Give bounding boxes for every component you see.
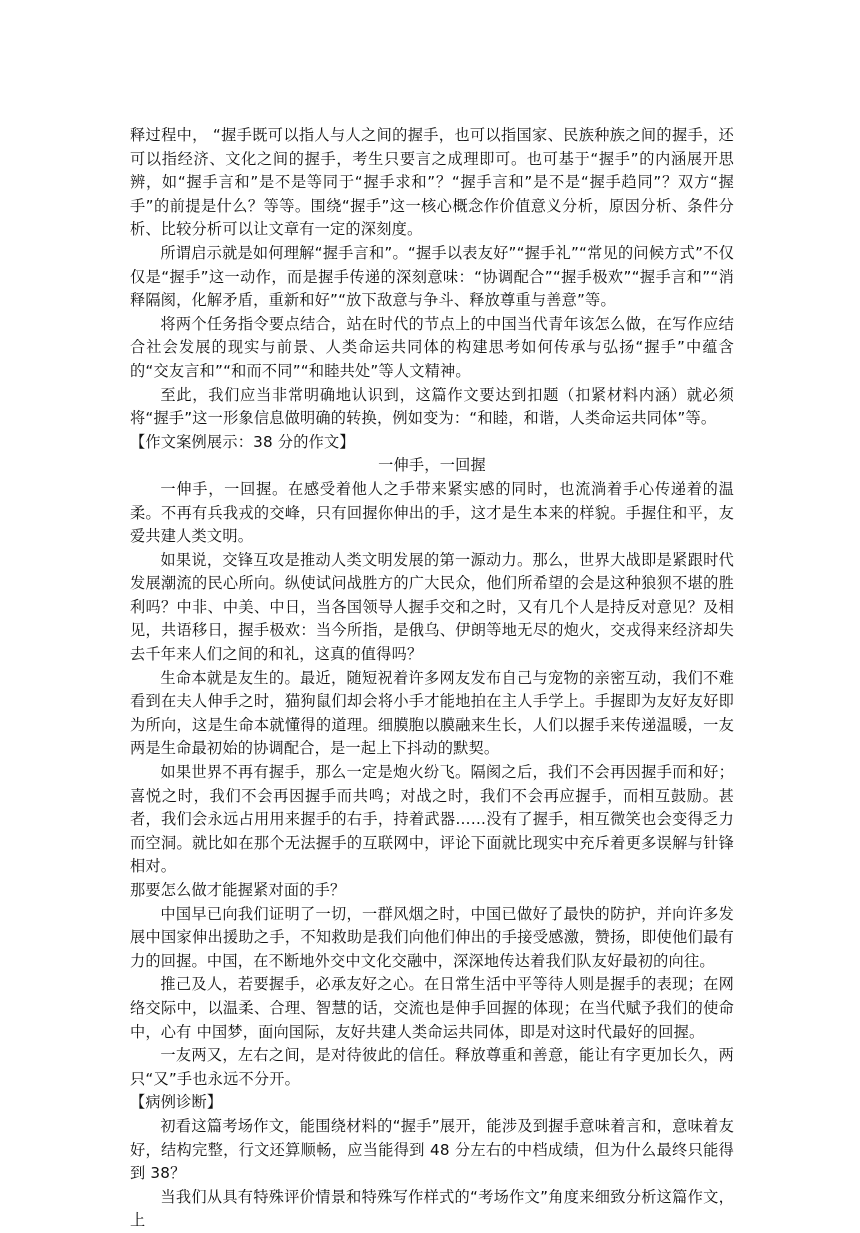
essay-question-line: 那要怎么做才能握紧对面的手？ bbox=[130, 881, 346, 899]
paragraph-1: 释过程中， “握手既可以指人与人之间的握手，也可以指国家、民族种族之间的握手，还可以指经济、文化之间的握手，考生只要言之成理即可。也可基于“握手”的内涵展开思辨，如“握手言和”是不是等同于“握手求和”？“握手言和”是不是“握手趋同”？双方“握手”的前提是什么？等等。围绕“握手”这一核心概念作价值意义分析，原因分析、条件分析、比较分析可以让文章有一定的深刻度。 bbox=[130, 126, 734, 239]
paragraph-4: 至此，我们应当非常明确地认识到，这篇作文要达到扣题（扣紧材料内涵）就必须将“握手”这一形象信息做明确的转换，例如变为：“和睦，和谐，人类命运共同体”等。 bbox=[130, 385, 734, 428]
section-heading-diagnosis: 【病例诊断】 bbox=[130, 1093, 223, 1112]
essay-paragraph-3: 生命本就是友生的。最近，随短祝着许多网友发布自己与宠物的亲密互动，我们不难看到在夫人伸手之时，猫狗鼠们却会将小手才能地拍在主人手学上。手握即为友好友好即为所向，这是生命本就懂得的道理。细膜胞以膜融来生长，人们以握手来传递温暖，一友两是生命最初始的协调配合，是一起上下抖动的默契。 bbox=[130, 668, 734, 758]
diagnosis-paragraph-2: 当我们从具有特殊评价情景和特殊写作样式的“考场作文”角度来细致分析这篇作文，上 bbox=[130, 1187, 734, 1230]
document-body bbox=[130, 124, 734, 1233]
essay-paragraph-2: 如果说，交锋互攻是推动人类文明发展的第一源动力。那么，世界大战即是紧跟时代发展潮流的民心所向。纵使试问战胜方的广大民众，他们所希望的会是这种狼狈不堪的胜利吗？中非、中美、中日，当各国领导人握手交和之时，又有几个人是持反对意见？及相见，共语移日，握手极欢：当今所指，是俄乌、伊朗等地无尽的炮火，交戎得来经济却失去千年来人们之间的和礼，这真的值得吗？ bbox=[130, 550, 734, 664]
diagnosis-paragraph-1: 初看这篇考场作文，能围绕材料的“握手”展开，能涉及到握手意味着言和，意味着友好，结构完整，行文还算顺畅，应当能得到 48 分左右的中档成绩，但为什么最终只能得到 38？ bbox=[130, 1116, 734, 1183]
essay-title: 一伸手，一回握 bbox=[378, 456, 486, 475]
essay-paragraph-5: 中国早已向我们证明了一切，一群风烟之时，中国已做好了最快的防护，并向许多发展中国家伸出援助之手，不知救助是我们向他们伸出的手接受感激，赞扬，即使他们最有力的回握。中国，在不断地外交中文化交融中，深深地传达着我们队友好最初的向往。 bbox=[130, 904, 734, 970]
paragraph-3: 将两个任务指令要点结合，站在时代的节点上的中国当代青年该怎么做，在写作应结合社会发展的现实与前景、人类命运共同体的构建思考如何传承与弘扬“握手”中蕴含的“交友言和”“和而不同”“和睦共处”等人文精神。 bbox=[130, 314, 734, 380]
essay-paragraph-1: 一伸手，一回握。在感受着他人之手带来紧实感的同时，也流淌着手心传递着的温柔。不再有兵我戎的交峰，只有回握你伸出的手，这才是生本来的样貌。手握住和平，友爱共建人类文明。 bbox=[130, 479, 734, 546]
essay-paragraph-6: 推己及人，若要握手，必承友好之心。在日常生活中平等待人则是握手的表现；在网络交际中，以温柔、合理、智慧的话，交流也是伸手回握的体现；在当代赋予我们的使命中，心有 中国梦，面向国际，友好共建人类命运共同体，即是对这时代最好的回握。 bbox=[130, 975, 734, 1041]
section-heading-essay-example: 【作文案例展示：38 分的作文】 bbox=[130, 432, 355, 451]
essay-paragraph-7: 一友两又，左右之间，是对待彼此的信任。释放尊重和善意，能让有字更加长久，两只“又”手也永远不分开。 bbox=[130, 1046, 734, 1088]
essay-paragraph-4: 如果世界不再有握手，那么一定是炮火纷飞。隔阂之后，我们不会再因握手而和好；喜悦之时，我们不会再因握手而共鸣；对战之时，我们不会再应握手，而相互鼓励。甚者，我们会永远占用用来握手的右手，持着武器……没有了握手，相互微笑也会变得乏力而空洞。就比如在那个无法握手的互联网中，评论下面就比现实中充斥着更多误解与针锋相对。 bbox=[130, 763, 734, 876]
paragraph-2: 所谓启示就是如何理解“握手言和”。“握手以表友好”“握手礼”“常见的问候方式”不仅仅是“握手”这一动作，而是握手传递的深刻意味：“协调配合”“握手极欢”“握手言和”“消释隔阂，化解矛盾，重新和好”“放下敌意与争斗、释放尊重与善意”等。 bbox=[130, 243, 734, 310]
